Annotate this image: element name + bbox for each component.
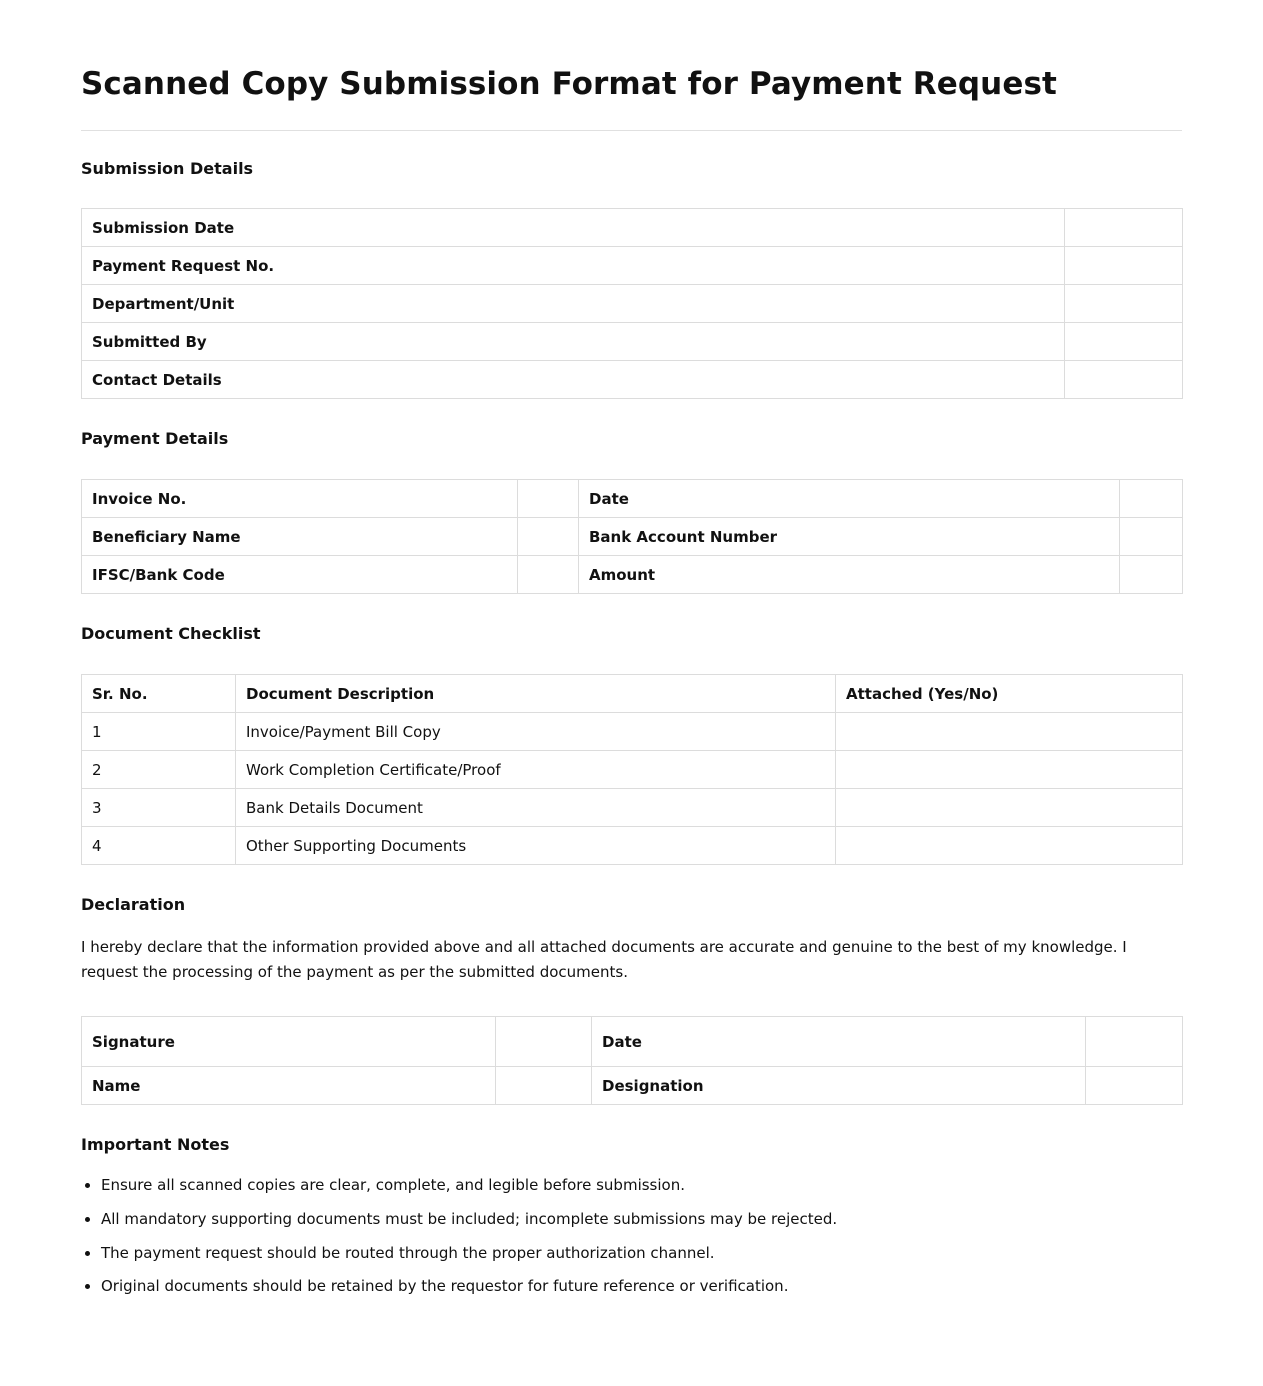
submitted-by-label: Submitted By: [82, 323, 1065, 361]
attached-field[interactable]: [836, 789, 1183, 827]
list-item: • The payment request should be routed through the proper authorization channel.: [101, 1241, 1182, 1265]
amount-label: Amount: [579, 556, 1120, 594]
contact-details-field[interactable]: [1065, 361, 1183, 399]
declaration-text: I hereby declare that the information provided above and all attached documents are accurate and genuine to the best of my knowledge. I request the processing of the payment as per the submitted documents.: [81, 938, 1127, 981]
name-field[interactable]: [496, 1067, 592, 1105]
submission-heading: Submission Details: [81, 159, 254, 178]
column-header-description: Document Description: [236, 675, 836, 713]
page-title: Scanned Copy Submission Format for Payment Request: [81, 66, 1057, 102]
submission-date-label: Submission Date: [82, 209, 1065, 247]
list-item: • Original documents should be retained by the requestor for future reference or verification.: [101, 1274, 1182, 1298]
sr-no-cell: 4: [82, 827, 236, 865]
description-cell: Bank Details Document: [236, 789, 836, 827]
department-unit-label: Department/Unit: [82, 285, 1065, 323]
bank-account-number-field[interactable]: [1120, 518, 1183, 556]
table-row: [82, 1067, 1183, 1105]
description-cell: Other Supporting Documents: [236, 827, 836, 865]
column-header-sr-no: Sr. No.: [82, 675, 236, 713]
checklist-heading: Document Checklist: [81, 624, 261, 643]
table-row: [82, 789, 1183, 827]
table-row: [82, 209, 1183, 247]
designation-field[interactable]: [1086, 1067, 1183, 1105]
signature-label: Signature: [82, 1017, 496, 1067]
declaration-heading: Declaration: [81, 895, 186, 914]
beneficiary-name-field[interactable]: [518, 518, 579, 556]
table-row: [82, 361, 1183, 399]
contact-details-label: Contact Details: [82, 361, 1065, 399]
signature-field[interactable]: [496, 1017, 592, 1067]
title-divider: [81, 130, 1182, 131]
table-header-row: [82, 675, 1183, 713]
table-row: [82, 556, 1183, 594]
notes-list: [81, 1173, 1182, 1298]
submitted-by-field[interactable]: [1065, 323, 1183, 361]
payment-table: [81, 479, 1183, 594]
description-cell: Invoice/Payment Bill Copy: [236, 713, 836, 751]
ifsc-bank-code-field[interactable]: [518, 556, 579, 594]
sr-no-cell: 2: [82, 751, 236, 789]
submission-table: [81, 208, 1183, 399]
amount-field[interactable]: [1120, 556, 1183, 594]
table-row: [82, 518, 1183, 556]
sr-no-cell: 3: [82, 789, 236, 827]
invoice-date-label: Date: [579, 480, 1120, 518]
table-row: [82, 751, 1183, 789]
attached-field[interactable]: [836, 751, 1183, 789]
column-header-attached: Attached (Yes/No): [836, 675, 1183, 713]
invoice-no-field[interactable]: [518, 480, 579, 518]
payment-request-no-label: Payment Request No.: [82, 247, 1065, 285]
table-row: [82, 1017, 1183, 1067]
list-item: • Ensure all scanned copies are clear, complete, and legible before submission.: [101, 1173, 1182, 1197]
declaration-date-field[interactable]: [1086, 1017, 1183, 1067]
signature-table: [81, 1016, 1183, 1105]
checklist-table: [81, 674, 1183, 865]
table-row: [82, 713, 1183, 751]
sr-no-cell: 1: [82, 713, 236, 751]
declaration-date-label: Date: [592, 1017, 1086, 1067]
invoice-date-field[interactable]: [1120, 480, 1183, 518]
ifsc-bank-code-label: IFSC/Bank Code: [82, 556, 518, 594]
payment-request-no-field[interactable]: [1065, 247, 1183, 285]
attached-field[interactable]: [836, 827, 1183, 865]
payment-heading: Payment Details: [81, 429, 229, 448]
list-item: • All mandatory supporting documents must be included; incomplete submissions may be rejected.: [101, 1207, 1182, 1231]
notes-heading: Important Notes: [81, 1135, 230, 1154]
department-unit-field[interactable]: [1065, 285, 1183, 323]
invoice-no-label: Invoice No.: [82, 480, 518, 518]
beneficiary-name-label: Beneficiary Name: [82, 518, 518, 556]
table-row: [82, 323, 1183, 361]
document-page: [81, 0, 1182, 1298]
table-row: [82, 827, 1183, 865]
attached-field[interactable]: [836, 713, 1183, 751]
table-row: [82, 247, 1183, 285]
submission-date-field[interactable]: [1065, 209, 1183, 247]
designation-label: Designation: [592, 1067, 1086, 1105]
table-row: [82, 480, 1183, 518]
bank-account-number-label: Bank Account Number: [579, 518, 1120, 556]
description-cell: Work Completion Certificate/Proof: [236, 751, 836, 789]
table-row: [82, 285, 1183, 323]
name-label: Name: [82, 1067, 496, 1105]
